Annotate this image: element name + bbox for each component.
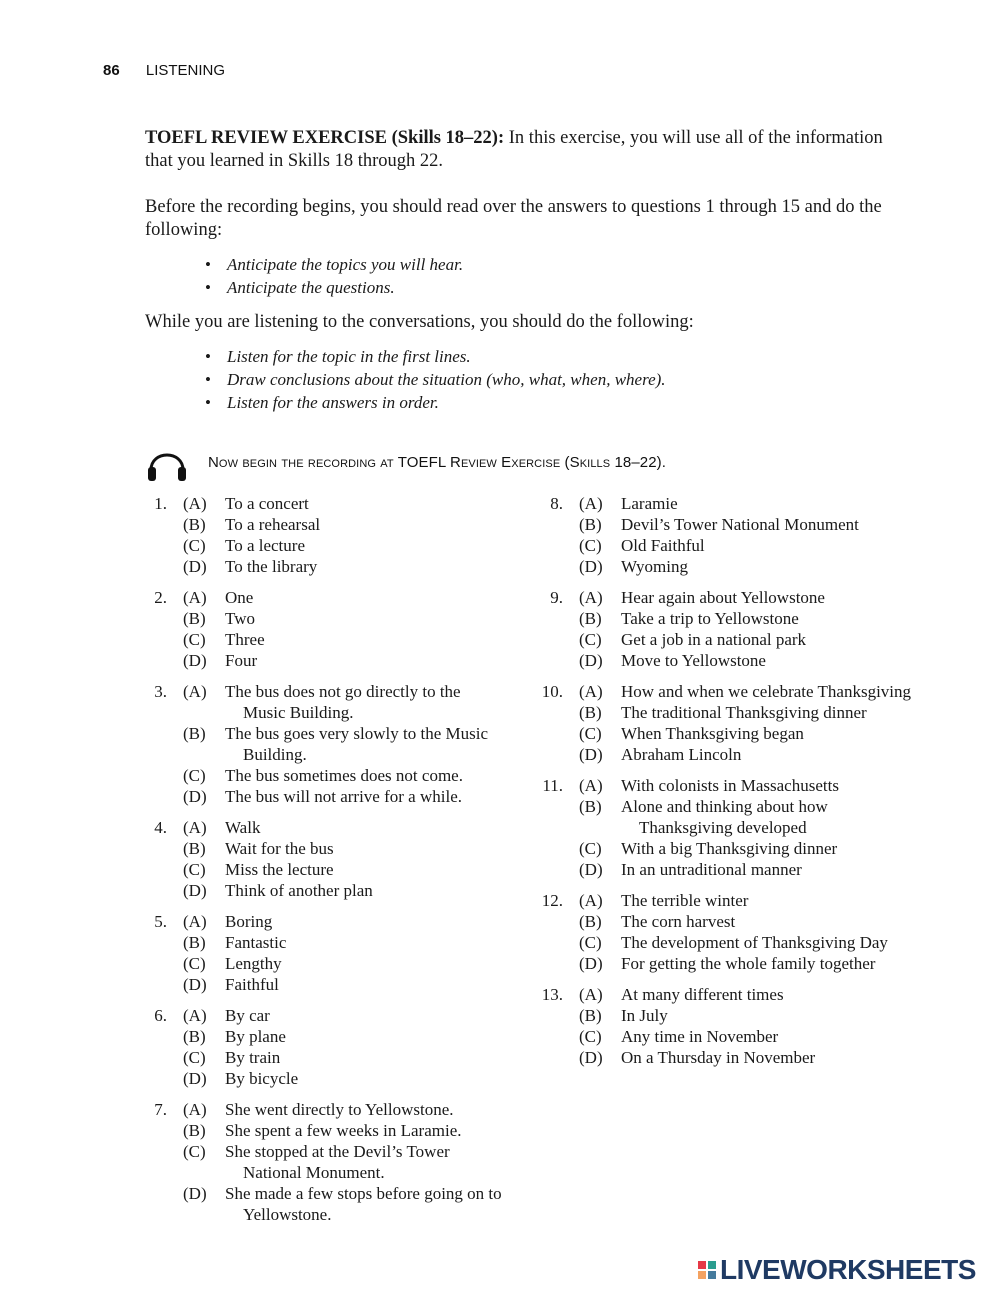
option-text: Miss the lecture [225,860,334,879]
option-text: Two [225,609,255,628]
option-text: At many different times [621,985,784,1004]
option-letter: (B) [183,724,206,743]
option-text: Lengthy [225,954,282,973]
bullet-item: • Anticipate the questions. [205,276,463,299]
option-letter: (D) [579,651,603,670]
option-letter: (B) [579,609,602,628]
option-letter: (D) [183,881,207,900]
option-text: With colonists in Massachusetts [621,776,839,795]
while-paragraph: While you are listening to the conversations, you should do the following: [145,312,694,332]
headphones-icon [146,440,188,484]
question-number: 11. [542,776,563,795]
answer-option[interactable] [541,984,911,1005]
recording-instruction [146,440,666,484]
logo-mark-icon [698,1261,716,1279]
answer-option[interactable] [541,681,911,702]
before-bullets [205,253,463,299]
option-text: To a rehearsal [225,515,321,534]
answer-option[interactable] [541,535,911,556]
answer-option[interactable] [145,786,505,807]
answer-option[interactable] [145,953,505,974]
question-number: 8. [550,494,563,513]
option-letter: (B) [579,912,602,931]
recording-text: Now begin the recording at TOEFL Review Exercise (Skills 18–22). [208,453,667,471]
question-number: 9. [550,588,563,607]
option-letter: (B) [183,609,206,628]
option-text: Alone and thinking about how Thanksgiving developed [621,797,828,837]
option-text: Three [225,630,265,649]
option-text: In July [621,1006,668,1025]
answer-option[interactable] [145,629,505,650]
question-number: 1. [154,494,167,513]
option-letter: (A) [579,588,603,607]
question-11 [541,775,911,880]
option-letter: (C) [579,724,602,743]
option-text: For getting the whole family together [621,954,876,973]
option-text: The bus does not go directly to the Music Building. [225,682,461,722]
while-bullets [205,345,666,414]
answer-option[interactable] [145,1099,505,1120]
option-text: Wyoming [621,557,688,576]
option-text: The terrible winter [621,891,749,910]
option-text: Get a job in a national park [621,630,807,649]
option-letter: (A) [579,776,603,795]
logo-text: LIVEWORKSHEETS [720,1254,976,1285]
option-letter: (D) [579,1048,603,1067]
bullet-item: • Listen for the topic in the first lines. [205,345,666,368]
option-letter: (C) [183,1048,206,1067]
answer-option[interactable] [145,765,505,786]
option-letter: (B) [183,933,206,952]
option-letter: (D) [183,1069,207,1088]
answer-option[interactable] [145,723,505,765]
option-text: Any time in November [621,1027,779,1046]
option-text: Abraham Lincoln [621,745,742,764]
answer-option[interactable] [541,629,911,650]
logo-block [698,1261,706,1269]
option-text: Laramie [621,494,678,513]
logo-block [708,1271,716,1279]
option-text: She went directly to Yellowstone. [225,1100,454,1119]
page-number: 86 [103,62,120,79]
option-text: With a big Thanksgiving dinner [621,839,838,858]
option-letter: (D) [579,954,603,973]
question-number: 12. [541,891,563,910]
option-text: In an untraditional manner [621,860,802,879]
option-letter: (B) [579,797,602,816]
answer-option[interactable] [541,650,911,671]
answer-option[interactable] [541,587,911,608]
answer-option[interactable] [145,1120,505,1141]
question-9 [541,587,911,671]
option-letter: (C) [183,954,206,973]
answer-option[interactable] [145,556,505,577]
question-5 [145,911,505,995]
answer-option[interactable] [541,608,911,629]
answer-option[interactable] [145,932,505,953]
option-letter: (A) [183,818,207,837]
option-letter: (A) [579,494,603,513]
option-text: The development of Thanksgiving Day [621,933,888,952]
option-letter: (A) [183,682,207,701]
exercise-title: TOEFL REVIEW EXERCISE (Skills 18–22): [145,128,505,148]
question-4 [145,817,505,901]
page-header [103,62,225,79]
option-letter: (C) [579,536,602,555]
answer-option[interactable] [145,1047,505,1068]
answer-option[interactable] [541,953,911,974]
option-letter: (C) [183,1142,206,1161]
option-text: The corn harvest [621,912,736,931]
option-letter: (A) [183,494,207,513]
answer-option[interactable] [541,838,911,859]
option-letter: (A) [183,912,207,931]
bullet-item: • Anticipate the topics you will hear. [205,253,463,276]
answer-option[interactable] [541,932,911,953]
answer-option[interactable] [541,514,911,535]
intro-paragraph [145,127,905,173]
option-text: Walk [225,818,261,837]
question-13 [541,984,911,1068]
answer-option[interactable] [145,1141,505,1183]
option-text: The bus goes very slowly to the Music Building. [225,724,488,764]
option-letter: (D) [579,557,603,576]
question-2 [145,587,505,671]
option-text: By car [225,1006,270,1025]
bullet-item: • Draw conclusions about the situation (who, what, when, where). [205,368,666,391]
option-letter: (B) [579,703,602,722]
logo-block [708,1261,716,1269]
option-text: Faithful [225,975,279,994]
option-letter: (A) [183,1100,207,1119]
answer-option[interactable] [541,702,911,723]
option-letter: (B) [183,1121,206,1140]
question-12 [541,890,911,974]
answer-option[interactable] [145,911,505,932]
option-text: She stopped at the Devil’s Tower National Monument. [225,1142,450,1182]
question-8 [541,493,911,577]
answer-option[interactable] [145,859,505,880]
question-number: 10. [541,682,563,701]
option-letter: (C) [579,1027,602,1046]
option-letter: (D) [579,860,603,879]
answer-option[interactable] [145,817,505,838]
bullet-item: • Listen for the answers in order. [205,391,666,414]
option-text: By train [225,1048,281,1067]
option-text: Boring [225,912,273,931]
question-1 [145,493,505,577]
answer-option[interactable] [541,493,911,514]
answer-option[interactable] [145,535,505,556]
option-letter: (B) [579,515,602,534]
answer-option[interactable] [145,587,505,608]
option-letter: (A) [579,682,603,701]
option-letter: (C) [579,839,602,858]
option-text: Four [225,651,258,670]
answer-option[interactable] [145,608,505,629]
option-text: Devil’s Tower National Monument [621,515,859,534]
option-letter: (A) [579,985,603,1004]
option-letter: (D) [183,557,207,576]
option-text: Hear again about Yellowstone [621,588,825,607]
option-text: To a lecture [225,536,305,555]
answer-option[interactable] [541,796,911,838]
option-letter: (C) [183,860,206,879]
answer-option[interactable] [145,681,505,723]
option-letter: (D) [183,651,207,670]
question-number: 3. [154,682,167,701]
option-text: The traditional Thanksgiving dinner [621,703,867,722]
question-6 [145,1005,505,1089]
option-text: How and when we celebrate Thanksgiving [621,682,912,701]
question-10 [541,681,911,765]
option-letter: (D) [183,1184,207,1203]
question-3 [145,681,505,807]
answer-option[interactable] [145,650,505,671]
question-number: 13. [541,985,563,1004]
option-text: One [225,588,254,607]
answer-option[interactable] [145,1068,505,1089]
answer-option[interactable] [145,974,505,995]
questions-left-column [145,493,505,1235]
answer-option[interactable] [145,514,505,535]
option-text: She spent a few weeks in Laramie. [225,1121,462,1140]
answer-option[interactable] [541,775,911,796]
option-text: Old Faithful [621,536,705,555]
answer-option[interactable] [541,723,911,744]
option-letter: (C) [183,766,206,785]
option-letter: (A) [579,891,603,910]
option-text: Take a trip to Yellowstone [621,609,799,628]
option-text: To a concert [225,494,309,513]
option-letter: (B) [183,515,206,534]
answer-option[interactable] [145,1005,505,1026]
option-letter: (A) [183,588,207,607]
answer-option[interactable] [541,744,911,765]
section-title: LISTENING [145,62,226,79]
answer-option[interactable] [541,890,911,911]
option-text: By plane [225,1027,286,1046]
answer-option[interactable] [145,1026,505,1047]
option-text: She made a few stops before going on to Yellowstone. [225,1184,502,1224]
option-text: By bicycle [225,1069,299,1088]
answer-option[interactable] [145,880,505,901]
option-letter: (C) [579,933,602,952]
answer-option[interactable] [145,1183,505,1225]
answer-option[interactable] [541,1047,911,1068]
answer-option[interactable] [541,1026,911,1047]
answer-option[interactable] [145,838,505,859]
option-text: The bus sometimes does not come. [225,766,463,785]
question-number: 6. [154,1006,167,1025]
option-text: The bus will not arrive for a while. [225,787,462,806]
option-letter: (C) [183,630,206,649]
question-number: 5. [154,912,167,931]
before-paragraph: Before the recording begins, you should read over the answers to questions 1 through 15 and do the following: [145,197,882,240]
question-number: 7. [154,1100,167,1119]
option-letter: (B) [183,1027,206,1046]
answer-option[interactable] [541,859,911,880]
option-text: On a Thursday in November [621,1048,816,1067]
option-text: When Thanksgiving began [621,724,804,743]
option-text: Wait for the bus [225,839,334,858]
question-number: 2. [154,588,167,607]
option-text: Fantastic [225,933,287,952]
option-letter: (D) [183,787,207,806]
option-text: Move to Yellowstone [621,651,766,670]
question-number: 4. [154,818,167,837]
option-letter: (D) [183,975,207,994]
answer-option[interactable] [541,1005,911,1026]
question-7 [145,1099,505,1225]
option-letter: (D) [579,745,603,764]
option-text: To the library [225,557,318,576]
answer-option[interactable] [145,493,505,514]
liveworksheets-logo [698,1254,976,1286]
option-text: Think of another plan [225,881,373,900]
questions-right-column [541,493,911,1078]
answer-option[interactable] [541,911,911,932]
option-letter: (B) [579,1006,602,1025]
answer-option[interactable] [541,556,911,577]
intro-text: In this exercise, you will use all of the information that you learned in Skills 18 through 22. [145,128,883,171]
option-letter: (C) [579,630,602,649]
logo-block [698,1271,706,1279]
option-letter: (C) [183,536,206,555]
option-letter: (A) [183,1006,207,1025]
option-letter: (B) [183,839,206,858]
